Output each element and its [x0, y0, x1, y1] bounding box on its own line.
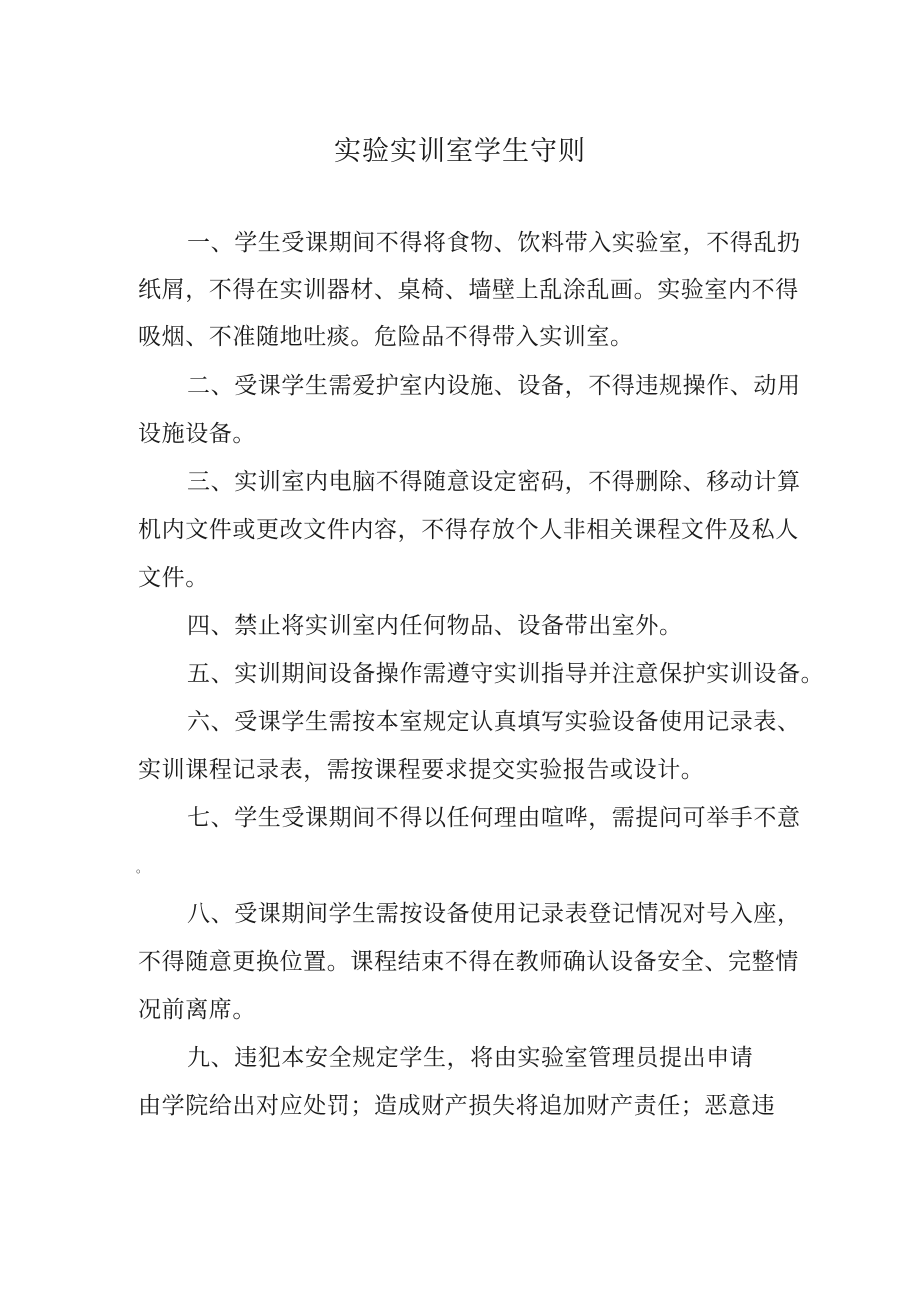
rule-3-line-1: 三、实训室内电脑不得随意设定密码，不得删除、移动计算: [187, 469, 801, 495]
rule-5-line-1: 五、实训期间设备操作需遵守实训指导并注意保护实训设备。: [187, 661, 825, 687]
rule-8-line-3: 况前离席。: [138, 997, 256, 1023]
rule-9-line-1: 九、违犯本安全规定学生，将由实验室管理员提出申请: [187, 1045, 754, 1071]
rule-7-line-2: 。: [136, 861, 149, 875]
rule-9-line-2: 由学院给出对应处罚；造成财产损失将追加财产责任；恶意违: [138, 1093, 776, 1119]
rule-6-line-2: 实训课程记录表，需按课程要求提交实验报告或设计。: [138, 757, 705, 783]
rule-3-line-3: 文件。: [138, 565, 209, 591]
rule-1-line-2: 纸屑，不得在实训器材、桌椅、墙壁上乱涂乱画。实验室内不得: [138, 277, 799, 303]
rule-1-line-3: 吸烟、不准随地吐痰。危险品不得带入实训室。: [138, 324, 634, 350]
rule-7-line-1: 七、学生受课期间不得以任何理由喧哗，需提问可举手不意: [187, 805, 801, 831]
rule-2-line-2: 设施设备。: [138, 421, 256, 447]
rule-8-line-1: 八、受课期间学生需按设备使用记录表登记情况对号入座，: [187, 901, 801, 927]
rule-8-line-2: 不得随意更换位置。课程结束不得在教师确认设备安全、完整情: [138, 949, 799, 975]
rule-3-line-2: 机内文件或更改文件内容，不得存放个人非相关课程文件及私人: [138, 517, 799, 543]
rule-6-line-1: 六、受课学生需按本室规定认真填写实验设备使用记录表、: [187, 709, 801, 735]
rule-2-line-1: 二、受课学生需爱护室内设施、设备，不得违规操作、动用: [187, 373, 801, 399]
rule-4-line-1: 四、禁止将实训室内任何物品、设备带出室外。: [187, 613, 683, 639]
rule-1-line-1: 一、学生受课期间不得将食物、饮料带入实验室，不得乱扔: [187, 230, 801, 256]
document-title: 实验实训室学生守则: [334, 136, 586, 167]
